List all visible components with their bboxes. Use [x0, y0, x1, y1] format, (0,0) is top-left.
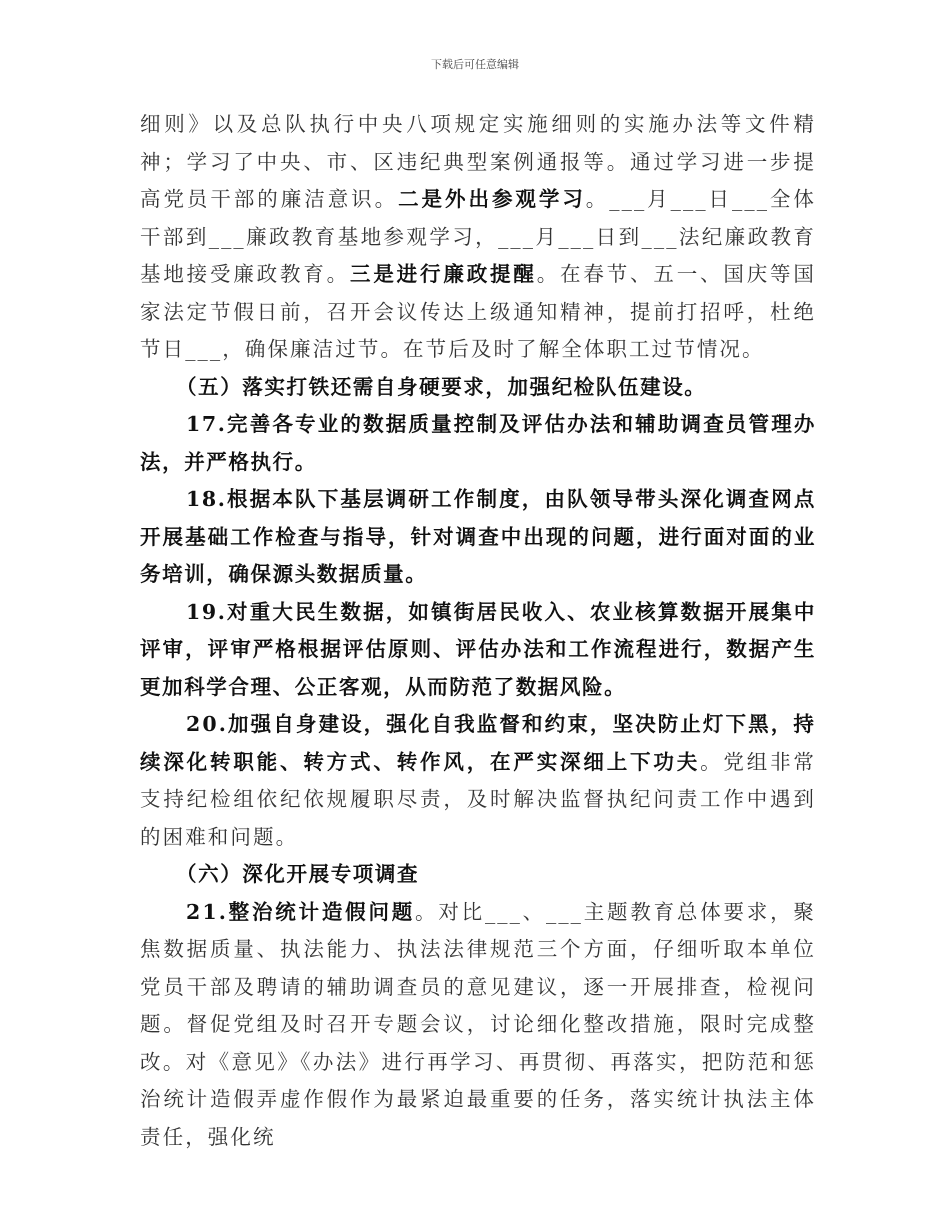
item-20 — [140, 706, 816, 856]
section-heading-6: （六）深化开展专项调查 — [176, 862, 420, 886]
section-heading-5: （五）落实打铁还需自身硬要求，加强纪检队伍建设。 — [176, 374, 707, 399]
document-body — [140, 106, 816, 1156]
item-21-bold-lead: 21.整治统计造假问题 — [186, 899, 416, 924]
paragraph-text: 。在春节、五一、国庆等国家法定节假日前，召开会议传达上级通知精神，提前打招呼，杜绝节日___，确保廉洁过节。在节后及时了解全体职工过节情况。 — [140, 262, 816, 361]
item-19: 19.对重大民生数据，如镇街居民收入、农业核算数据开展集中评审，评审严格根据评估原则、评估办法和工作流程进行，数据产生更加科学合理、公正客观，从而防范了数据风险。 — [140, 599, 816, 699]
item-20-text: 。党组非常支持纪检组依纪依规履职尽责，及时解决监督执纪问责工作中遇到的困难和问题。 — [140, 749, 817, 849]
bold-phrase-visit-study: 二是外出参观学习 — [398, 187, 586, 211]
item-20-bold-lead: 20.加强自身建设，强化自我监督和约束，坚决防止灯下黑，持续深化转职能、转方式、转作风，在严实深细上下功夫 — [140, 712, 816, 774]
item-21-text: 。对比___、___主题教育总体要求，聚焦数据质量、执法能力、执法法律规范三个方面，仔细听取本单位党员干部及聘请的辅助调查员的意见建议，逐一开展排查，检视问题。督促党组及时召开专题会议，讨论细化整改措施，限时完成整改。对《意见》《办法》进行再学习、再贯彻、再落实，把防范和惩治统计造假弄虚作假作为最紧迫最重要的任务，落实统计执法主体责任，强化统 — [140, 899, 817, 1149]
paragraph-text: 。___月___日___全体干部到___廉政教育基地参观学习，___月___日到___法纪廉政教育基地接受廉政教育。 — [140, 187, 816, 286]
bold-phrase-integrity-reminder: 三是进行廉政提醒 — [350, 262, 537, 286]
paragraph-text: 细则》以及总队执行中央八项规定实施细则的实施办法等文件精神；学习了中央、市、区违纪典型案例通报等。通过学习进一步提高党员干部的廉洁意识。 — [140, 112, 816, 211]
item-17: 17.完善各专业的数据质量控制及评估办法和辅助调查员管理办法，并严格执行。 — [140, 412, 816, 474]
item-18: 18.根据本队下基层调研工作制度，由队领导带头深化调查网点开展基础工作检查与指导，针对调查中出现的问题，进行面对面的业务培训，确保源头数据质量。 — [140, 487, 816, 586]
paragraph-study-summary — [140, 106, 816, 369]
item-21 — [140, 894, 816, 1157]
page-header: 下载后可任意编辑 — [431, 58, 519, 71]
